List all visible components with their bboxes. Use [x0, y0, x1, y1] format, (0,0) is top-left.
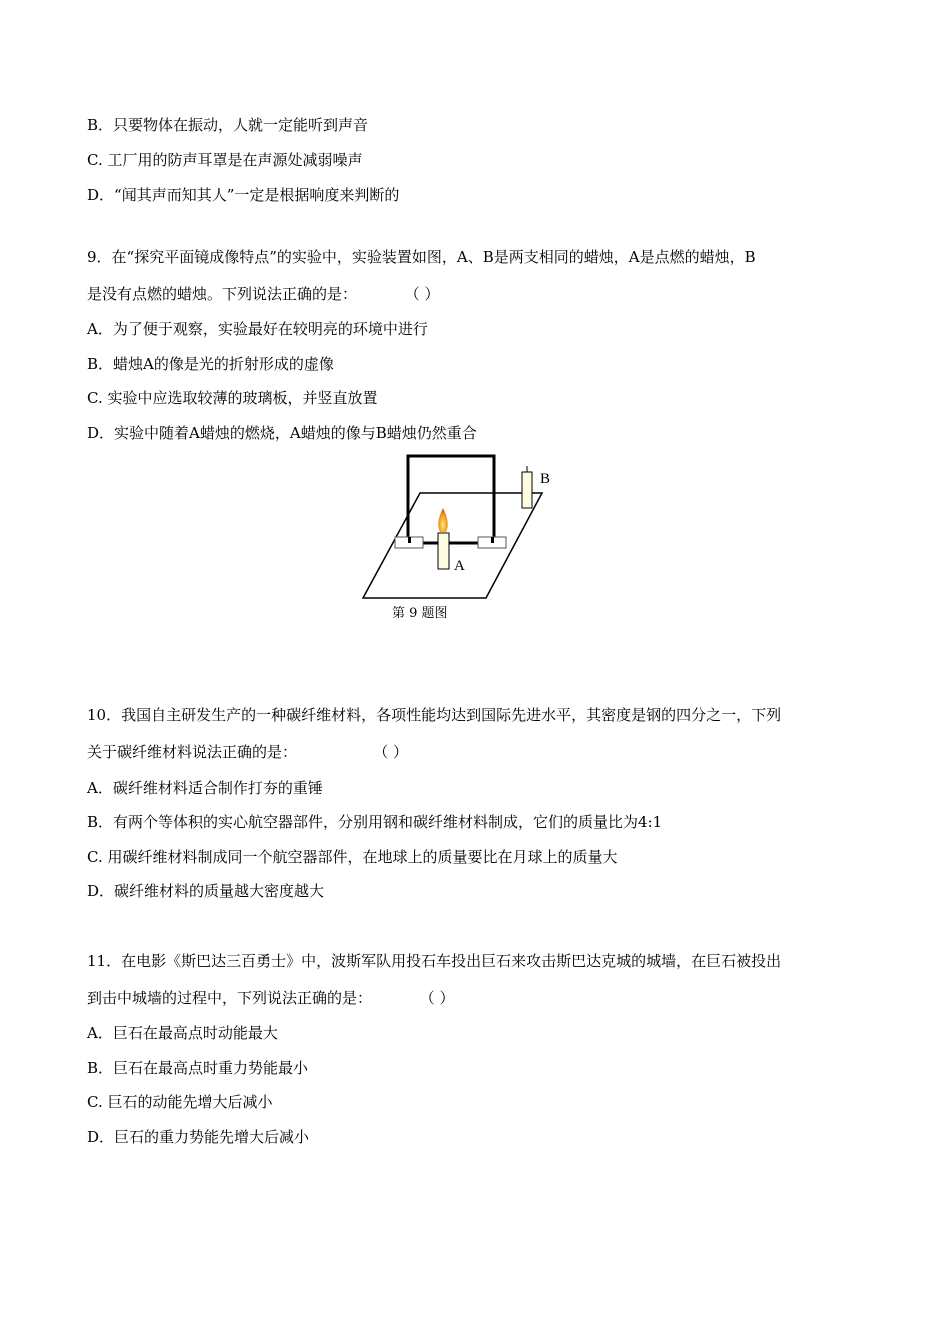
- option-b: B．只要物体在振动，人就一定能听到声音: [87, 116, 369, 134]
- plate-edge-right: [491, 537, 494, 543]
- question-stem: 是没有点燃的蜡烛。下列说法正确的是： （ ）: [87, 285, 440, 303]
- label-b: B: [540, 471, 551, 487]
- question-stem: 11．在电影《斯巴达三百勇士》中，波斯军队用投石车投出巨石来攻击斯巴达克城的城墙，在巨石被投出: [87, 952, 782, 970]
- flame-icon: [438, 508, 447, 532]
- plane-mirror-figure: [0, 0, 950, 640]
- option-c: C. 实验中应选取较薄的玻璃板，并竖直放置: [87, 389, 378, 407]
- candle-a: [438, 533, 449, 569]
- option-a: A．巨石在最高点时动能最大: [87, 1024, 278, 1042]
- question-stem: 10．我国自主研发生产的一种碳纤维材料，各项性能均达到国际先进水平，其密度是钢的四分之一，下列: [87, 706, 782, 724]
- candle-b: [522, 472, 532, 508]
- figure-caption: 第 9 题图: [392, 606, 448, 621]
- question-stem: 关于碳纤维材料说法正确的是： （ ）: [87, 743, 409, 761]
- option-d: D．巨石的重力势能先增大后减小: [87, 1128, 310, 1146]
- option-d: D．“闻其声而知其人”一定是根据响度来判断的: [87, 186, 400, 204]
- option-a: A．为了便于观察，实验最好在较明亮的环境中进行: [87, 320, 428, 338]
- table-plane: [363, 493, 542, 598]
- question-stem: 到击中城墙的过程中，下列说法正确的是： （ ）: [87, 989, 455, 1007]
- question-stem: 9．在“探究平面镜成像特点”的实验中，实验装置如图，A、B是两支相同的蜡烛，A是点燃的蜡烛，B: [87, 248, 756, 266]
- option-c: C. 巨石的动能先增大后减小: [87, 1093, 273, 1111]
- option-a: A．碳纤维材料适合制作打夯的重锤: [87, 779, 323, 797]
- glass-plate: [408, 456, 494, 543]
- option-c: C. 用碳纤维材料制成同一个航空器部件，在地球上的质量要比在月球上的质量大: [87, 848, 618, 866]
- option-b: B．蜡烛A的像是光的折射形成的虚像: [87, 355, 334, 373]
- label-a: A: [454, 558, 465, 574]
- option-b: B．巨石在最高点时重力势能最小: [87, 1059, 309, 1077]
- option-c: C. 工厂用的防声耳罩是在声源处减弱噪声: [87, 151, 363, 169]
- option-d: D．碳纤维材料的质量越大密度越大: [87, 882, 325, 900]
- option-d: D．实验中随着A蜡烛的燃烧，A蜡烛的像与B蜡烛仍然重合: [87, 424, 477, 442]
- plate-edge-left: [408, 537, 411, 543]
- option-b: B．有两个等体积的实心航空器部件，分别用钢和碳纤维材料制成，它们的质量比为4:1: [87, 813, 663, 831]
